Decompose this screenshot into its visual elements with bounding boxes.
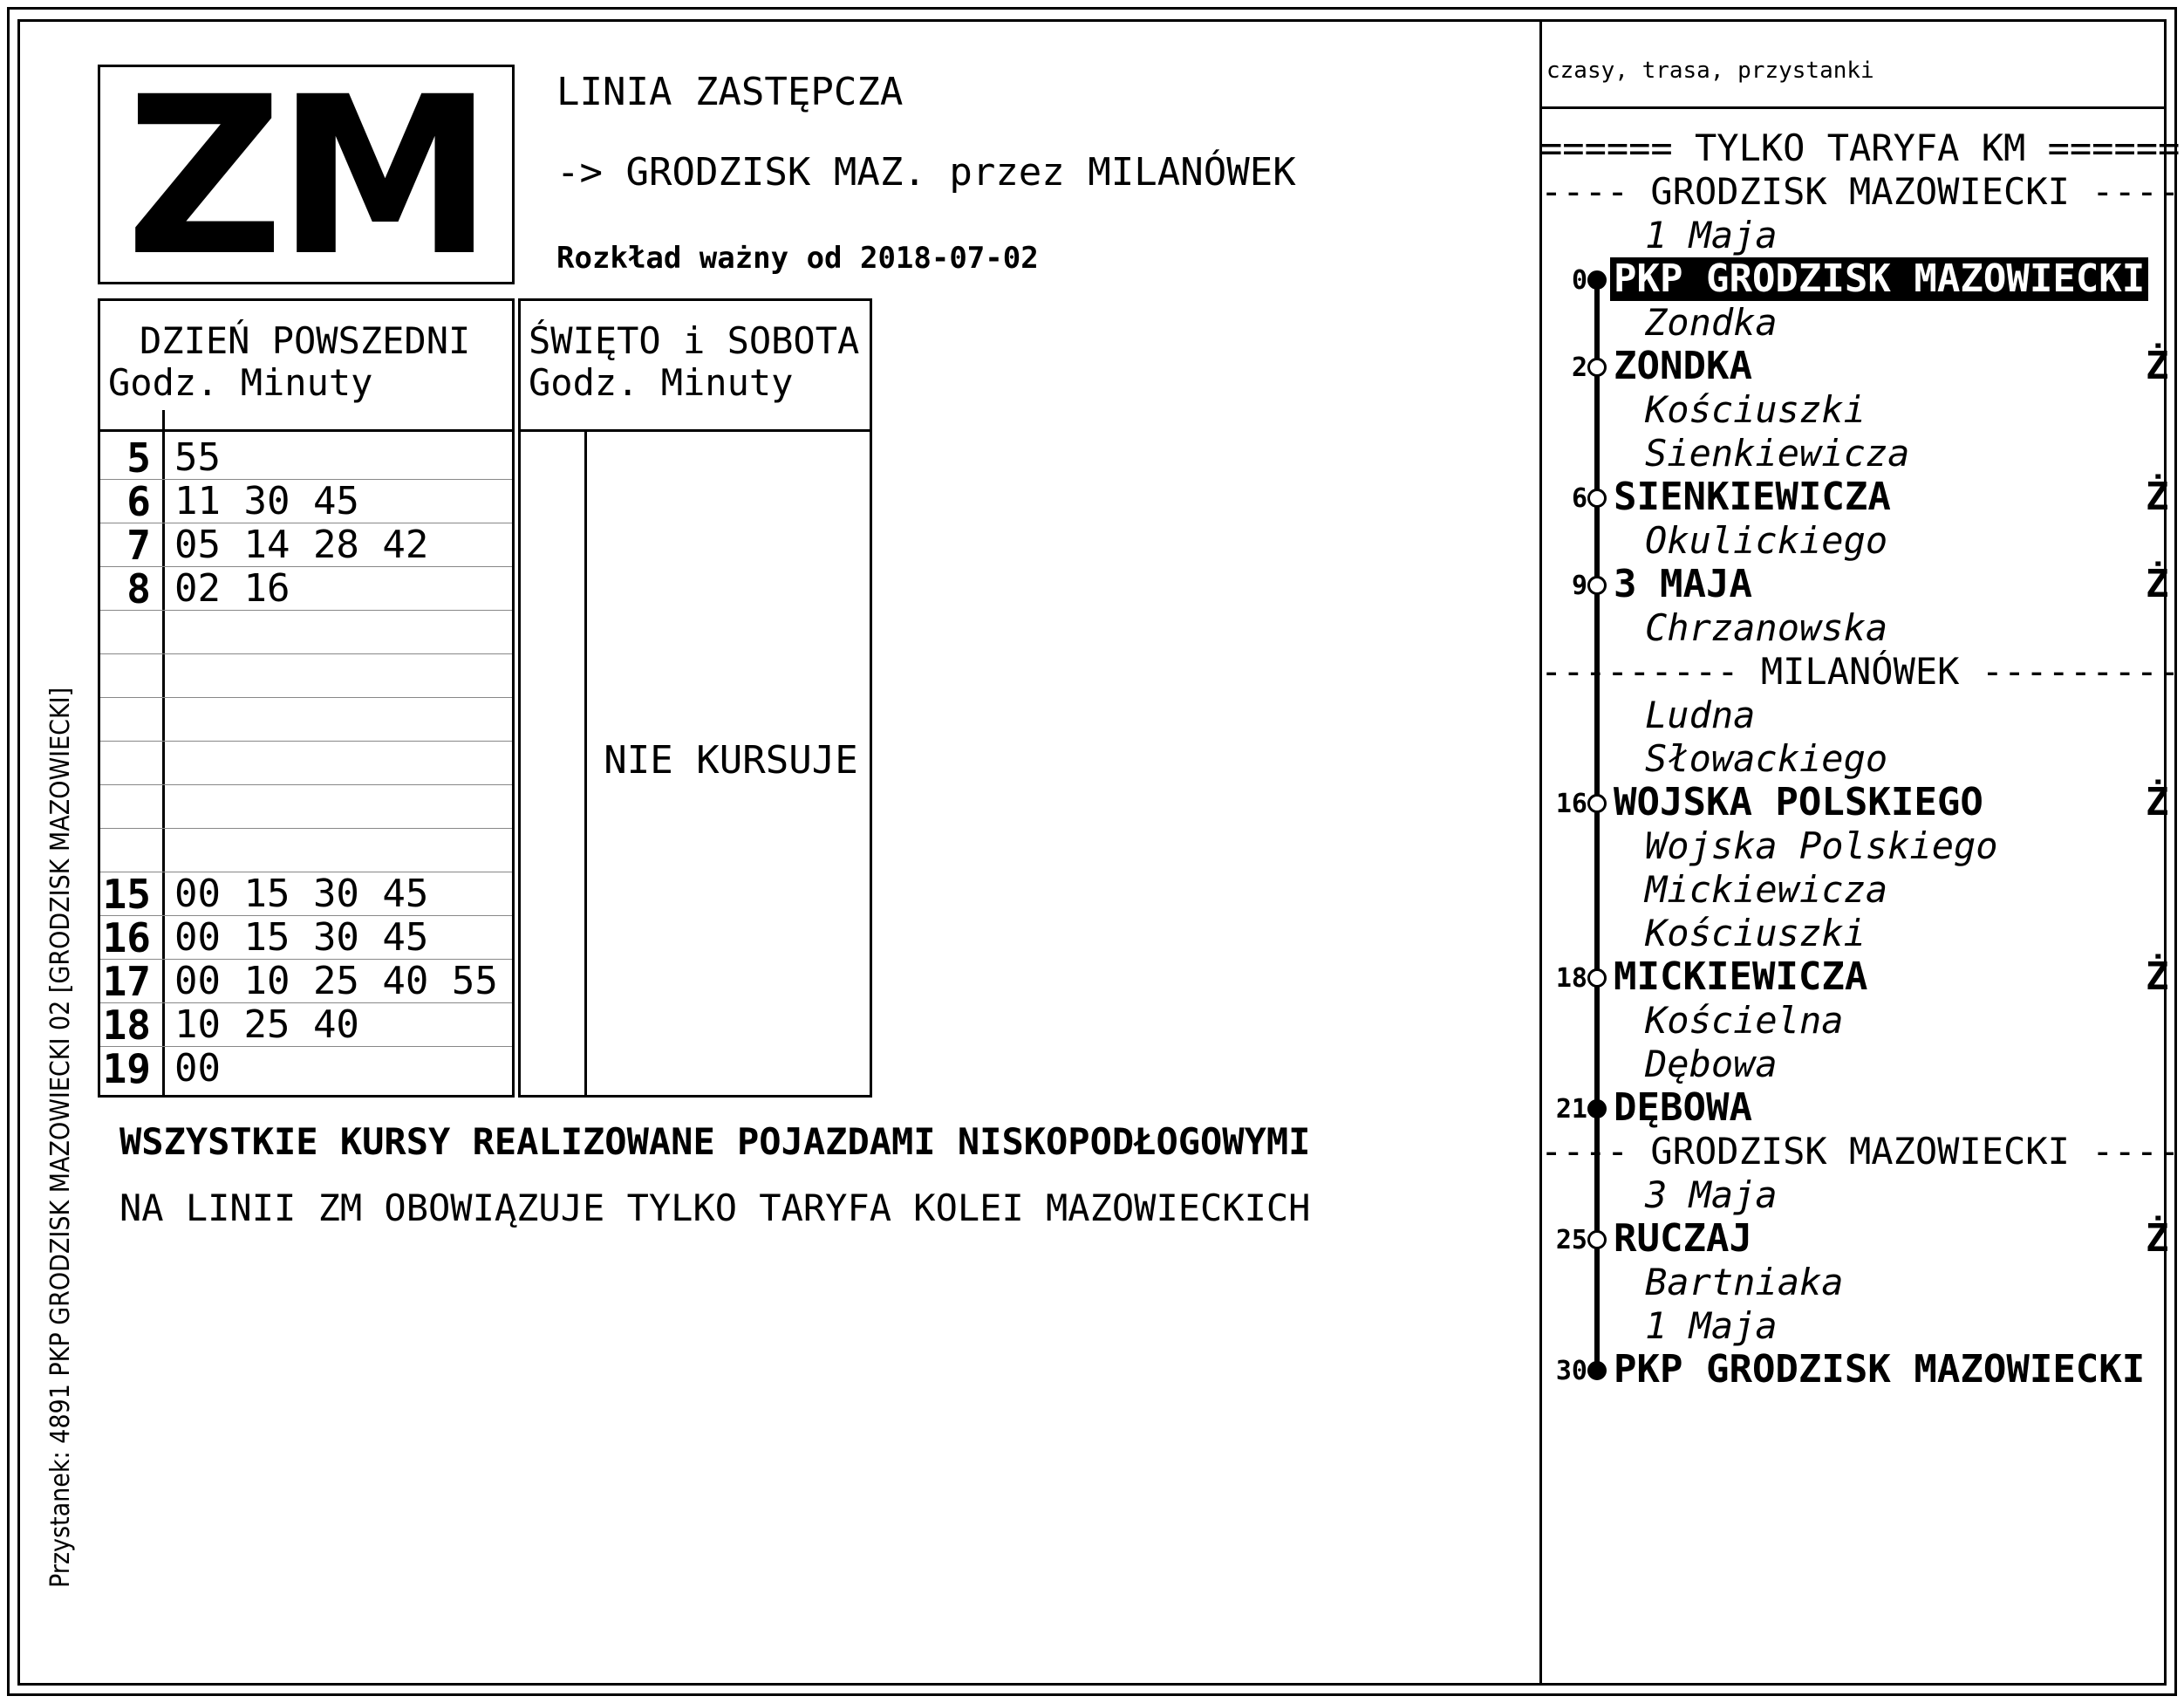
street-label: Dębowa <box>1645 1043 1778 1085</box>
hour-cell: 18 <box>102 1002 151 1049</box>
stop-minutes: 16 <box>1555 789 1587 819</box>
stop-marker <box>1587 794 1607 813</box>
hour-cell: 19 <box>102 1045 151 1092</box>
street-label: Słowackiego <box>1645 737 1888 780</box>
street-label: Mickiewicza <box>1645 868 1888 911</box>
stop-label: Przystanek: 4891 PKP GRODZISK MAZOWIECKI 02 [GRODZISK MAZOWIECKI] <box>45 687 76 1588</box>
tariff-banner: ====== TYLKO TARYFA KM ====== <box>1540 127 2181 169</box>
street-label: Wojska Polskiego <box>1645 824 1998 867</box>
stop-name: MICKIEWICZA <box>1614 954 1868 999</box>
line-type: LINIA ZASTĘPCZA <box>556 70 904 114</box>
street-label: 3 Maja <box>1645 1173 1778 1216</box>
on-demand-flag: Ż <box>2146 344 2169 388</box>
minutes-cell: 02 16 <box>174 566 290 611</box>
line-direction: -> GRODZISK MAZ. przez MILANÓWEK <box>556 150 1296 195</box>
on-demand-flag: Ż <box>2146 475 2169 519</box>
route-panel-title: czasy, trasa, przystanki <box>1546 58 1874 84</box>
holiday-header-sep <box>521 429 870 432</box>
hour-cell: 7 <box>126 522 151 569</box>
stop-minutes: 18 <box>1555 963 1587 994</box>
line-code: ZM <box>125 50 488 304</box>
note-low-floor: WSZYSTKIE KURSY REALIZOWANE POJAZDAMI NISKOPODŁOGOWYMI <box>119 1120 1311 1163</box>
stop-name: DĘBOWA <box>1614 1085 1752 1130</box>
weekday-hour-sep <box>162 410 165 1095</box>
stop-minutes: 6 <box>1571 483 1587 514</box>
stop-minutes: 0 <box>1571 265 1587 296</box>
street-label: Okulickiego <box>1645 519 1888 562</box>
section-milanowek: --------- MILANÓWEK --------- <box>1540 650 2181 693</box>
stop-minutes: 2 <box>1571 352 1587 383</box>
valid-from: Rozkład ważny od 2018-07-02 <box>556 241 1039 276</box>
hour-cell: 17 <box>102 958 151 1005</box>
line-badge <box>98 50 515 304</box>
stop-marker <box>1587 1230 1607 1249</box>
stop-marker <box>1587 1099 1607 1118</box>
street-label: Kościuszki <box>1645 912 1866 954</box>
stop-name-current: PKP GRODZISK MAZOWIECKI <box>1610 257 2148 301</box>
stop-marker <box>1587 1361 1607 1380</box>
street-label: Kościuszki <box>1645 388 1866 431</box>
stop-marker <box>1587 358 1607 377</box>
holiday-columns: Godz. Minuty <box>529 361 794 404</box>
stop-marker <box>1587 576 1607 595</box>
stop-name: 3 MAJA <box>1614 562 1752 606</box>
stop-marker <box>1587 968 1607 988</box>
on-demand-flag: Ż <box>2146 562 2169 606</box>
street-label: Ludna <box>1645 694 1756 736</box>
minutes-cell: 00 10 25 40 55 <box>174 959 498 1003</box>
hour-cell: 6 <box>126 478 151 525</box>
minutes-cell: 00 15 30 45 <box>174 872 429 916</box>
section-grodzisk: ---- GRODZISK MAZOWIECKI ---- <box>1540 170 2181 213</box>
minutes-cell: 10 25 40 <box>174 1002 359 1047</box>
note-tariff: NA LINII ZM OBOWIĄZUJE TYLKO TARYFA KOLEI MAZOWIECKICH <box>119 1187 1311 1229</box>
on-demand-flag: Ż <box>2146 954 2169 999</box>
hour-cell: 15 <box>102 871 151 918</box>
minutes-cell: 00 15 30 45 <box>174 915 429 960</box>
on-demand-flag: Ż <box>2146 1216 2169 1261</box>
stop-marker <box>1587 489 1607 508</box>
holiday-table <box>518 298 872 1098</box>
street-label: Kościelna <box>1645 999 1844 1042</box>
hour-cell: 8 <box>126 565 151 612</box>
stop-name: ZONDKA <box>1614 344 1752 388</box>
weekday-title: DZIEŃ POWSZEDNI <box>140 319 471 362</box>
stop-minutes: 25 <box>1555 1225 1587 1255</box>
stop-minutes: 21 <box>1555 1094 1587 1125</box>
stop-minutes: 30 <box>1555 1356 1587 1386</box>
panel-divider <box>1539 19 1542 1686</box>
route-line <box>1594 279 1600 1377</box>
minutes-cell: 55 <box>174 435 221 480</box>
hour-cell: 16 <box>102 914 151 961</box>
street-label: 1 Maja <box>1645 214 1778 256</box>
street-label: 1 Maja <box>1645 1304 1778 1347</box>
holiday-title: ŚWIĘTO i SOBOTA <box>529 319 860 362</box>
route-panel-sep <box>1542 106 2167 109</box>
hour-cell: 5 <box>126 434 151 482</box>
stop-name: WOJSKA POLSKIEGO <box>1614 780 1983 824</box>
street-label: Bartniaka <box>1645 1261 1844 1303</box>
section-grodzisk-2: ---- GRODZISK MAZOWIECKI ---- <box>1540 1130 2181 1173</box>
minutes-cell: 00 <box>174 1046 221 1091</box>
no-service-label: NIE KURSUJE <box>604 738 858 783</box>
on-demand-flag: Ż <box>2146 780 2169 824</box>
stop-marker <box>1587 270 1607 290</box>
weekday-columns: Godz. Minuty <box>108 361 373 404</box>
street-label: Zondka <box>1645 301 1778 344</box>
minutes-cell: 05 14 28 42 <box>174 523 429 567</box>
minutes-cell: 11 30 45 <box>174 479 359 523</box>
stop-name: RUCZAJ <box>1614 1216 1752 1261</box>
stop-minutes: 9 <box>1571 571 1587 601</box>
stop-name: PKP GRODZISK MAZOWIECKI <box>1614 1347 2146 1392</box>
street-label: Sienkiewicza <box>1645 432 1910 475</box>
stop-name: SIENKIEWICZA <box>1614 475 1891 519</box>
street-label: Chrzanowska <box>1645 606 1888 649</box>
